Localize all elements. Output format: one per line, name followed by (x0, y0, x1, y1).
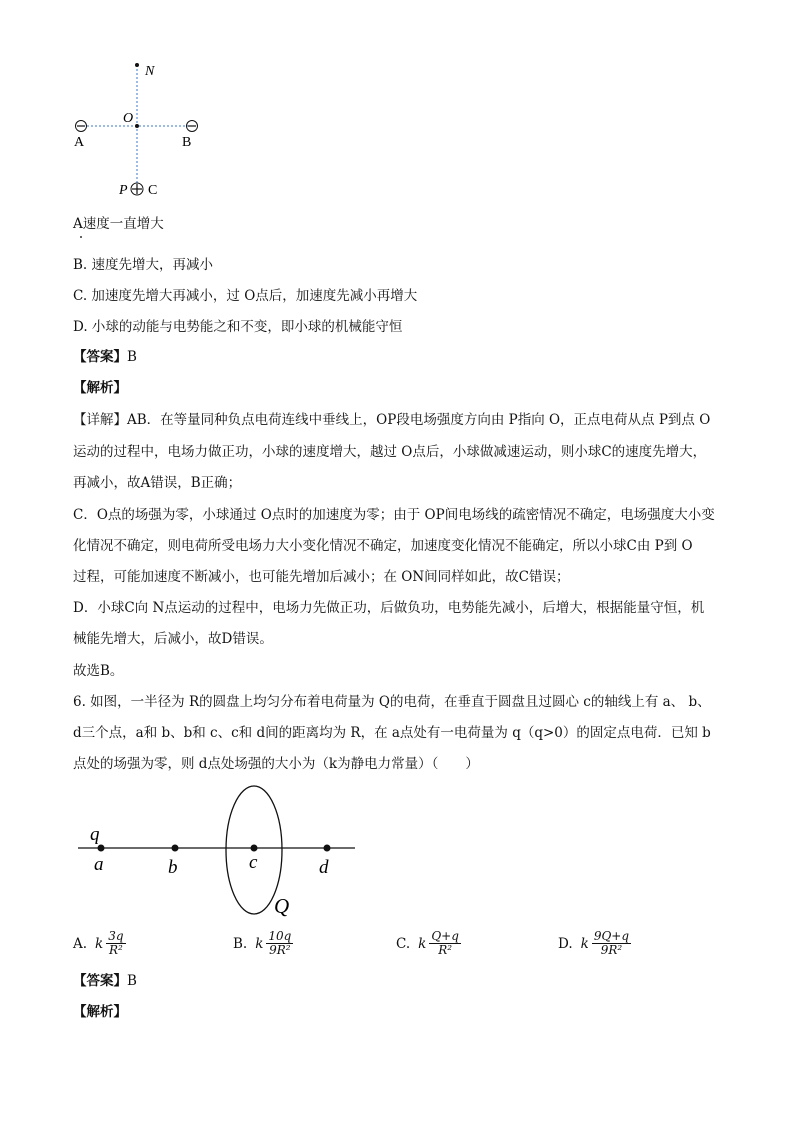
q6-analysis-tag: 【解析】 (73, 1004, 127, 1020)
q5-detail-line: 械能先增大，后减小，故D错误。 (73, 631, 273, 647)
point-n (135, 63, 139, 67)
constant-k: k (255, 935, 264, 952)
negative-charge-b-icon (187, 121, 198, 132)
q5-option-d: D. 小球的动能与电势能之和不变，即小球的机械能守恒 (73, 319, 403, 335)
numerator: 10q (268, 929, 292, 943)
label-b: B (182, 135, 192, 150)
option-label: C. (396, 935, 411, 952)
point-o (135, 124, 139, 128)
denominator: R² (438, 943, 453, 957)
negative-charge-a-icon (76, 121, 87, 132)
q6-answer (73, 971, 137, 991)
denominator: R² (108, 943, 123, 957)
q5-detail-line: 【详解】AB．在等量同种负点电荷连线中垂线上，OP段电场强度方向由 P指向 O，正点电荷从点 P到点 O (73, 412, 711, 428)
denominator: 9R² (269, 943, 291, 957)
stray-mark (80, 236, 82, 238)
denominator: 9R² (600, 943, 623, 957)
point-b (172, 845, 179, 852)
q5-detail-line: 过程，可能加速度不断减小，也可能先增加后减小；在 ON间同样如此，故C错误； (73, 569, 570, 585)
label-p: P (119, 183, 128, 198)
positive-charge-c-icon (131, 183, 143, 195)
option-label: D. (558, 935, 573, 952)
q5-option-a: A速度一直增大 (73, 216, 164, 232)
q6-option-c (396, 930, 461, 957)
q5-detail-line: 再减小，故A错误，B正确； (73, 475, 242, 491)
q5-conclusion: 故选B。 (73, 663, 124, 679)
q6-option-a (73, 930, 126, 957)
label-o: O (123, 111, 134, 126)
fraction (592, 930, 631, 957)
label-c: c (249, 852, 258, 873)
fraction (429, 930, 461, 957)
constant-k: k (580, 935, 589, 952)
label-n: N (145, 64, 155, 79)
label-c: C (148, 183, 158, 198)
label-d: d (319, 857, 329, 878)
q5-detail-line: C．O点的场强为零，小球通过 O点时的加速度为零；由于 OP间电场线的疏密情况不确定，电场强度大小变 (73, 507, 715, 523)
q5-answer (73, 347, 137, 367)
q5-option-b: B. 速度先增大，再减小 (73, 257, 214, 273)
q6-option-b (233, 930, 293, 957)
q6-stem-line: 6. 如图，一半径为 R的圆盘上均匀分布着电荷量为 Q的电荷，在垂直于圆盘且过圆心 c的轴线上有 a、 b、 (73, 694, 711, 710)
point-a (98, 845, 105, 852)
disk-axis-figure (70, 780, 370, 925)
constant-k: k (418, 935, 427, 952)
q6-option-d (558, 930, 631, 957)
q6-stem-line: d三个点，a和 b、b和 c、c和 d间的距离均为 R，在 a点处有一电荷量为 q（q>0）的固定点电荷．已知 b (73, 725, 711, 741)
q5-analysis-tag: 【解析】 (73, 380, 127, 396)
fraction (106, 930, 125, 957)
numerator: 3q (108, 929, 124, 943)
answer-tag: 【答案】 (73, 973, 127, 989)
charge-figure (60, 55, 220, 205)
label-a: A (74, 135, 85, 150)
q5-detail-line: 运动的过程中，电场力做正功，小球的速度增大，越过 O点后，小球做减速运动，则小球C的速度先增大， (73, 444, 707, 460)
q6-stem-line: 点处的场强为零，则 d点处场强的大小为（k为静电力常量）（ ） (73, 756, 479, 772)
answer-value: B (127, 349, 137, 365)
numerator: Q+q (431, 929, 459, 943)
q5-detail-line: D．小球C向 N点运动的过程中，电场力先做正功，后做负功，电势能先减小，后增大，根据能量守恒，机 (73, 600, 705, 616)
q5-option-c: C. 加速度先增大再减小，过 O点后，加速度先减小再增大 (73, 288, 418, 304)
constant-k: k (95, 935, 104, 952)
option-label: B. (233, 935, 248, 952)
point-d (324, 845, 331, 852)
numerator: 9Q+q (593, 929, 630, 943)
fraction (266, 930, 293, 957)
q5-detail-line: 化情况不确定，则电荷所受电场力大小变化情况不确定，加速度变化情况不能确定，所以小球C由 P到 O (73, 538, 693, 554)
answer-value: B (127, 973, 137, 989)
label-q: q (90, 824, 100, 845)
label-a: a (94, 854, 104, 875)
point-c (251, 845, 258, 852)
option-label: A. (73, 935, 88, 952)
answer-tag: 【答案】 (73, 349, 127, 365)
label-b: b (168, 857, 178, 878)
label-big-q: Q (274, 894, 290, 918)
